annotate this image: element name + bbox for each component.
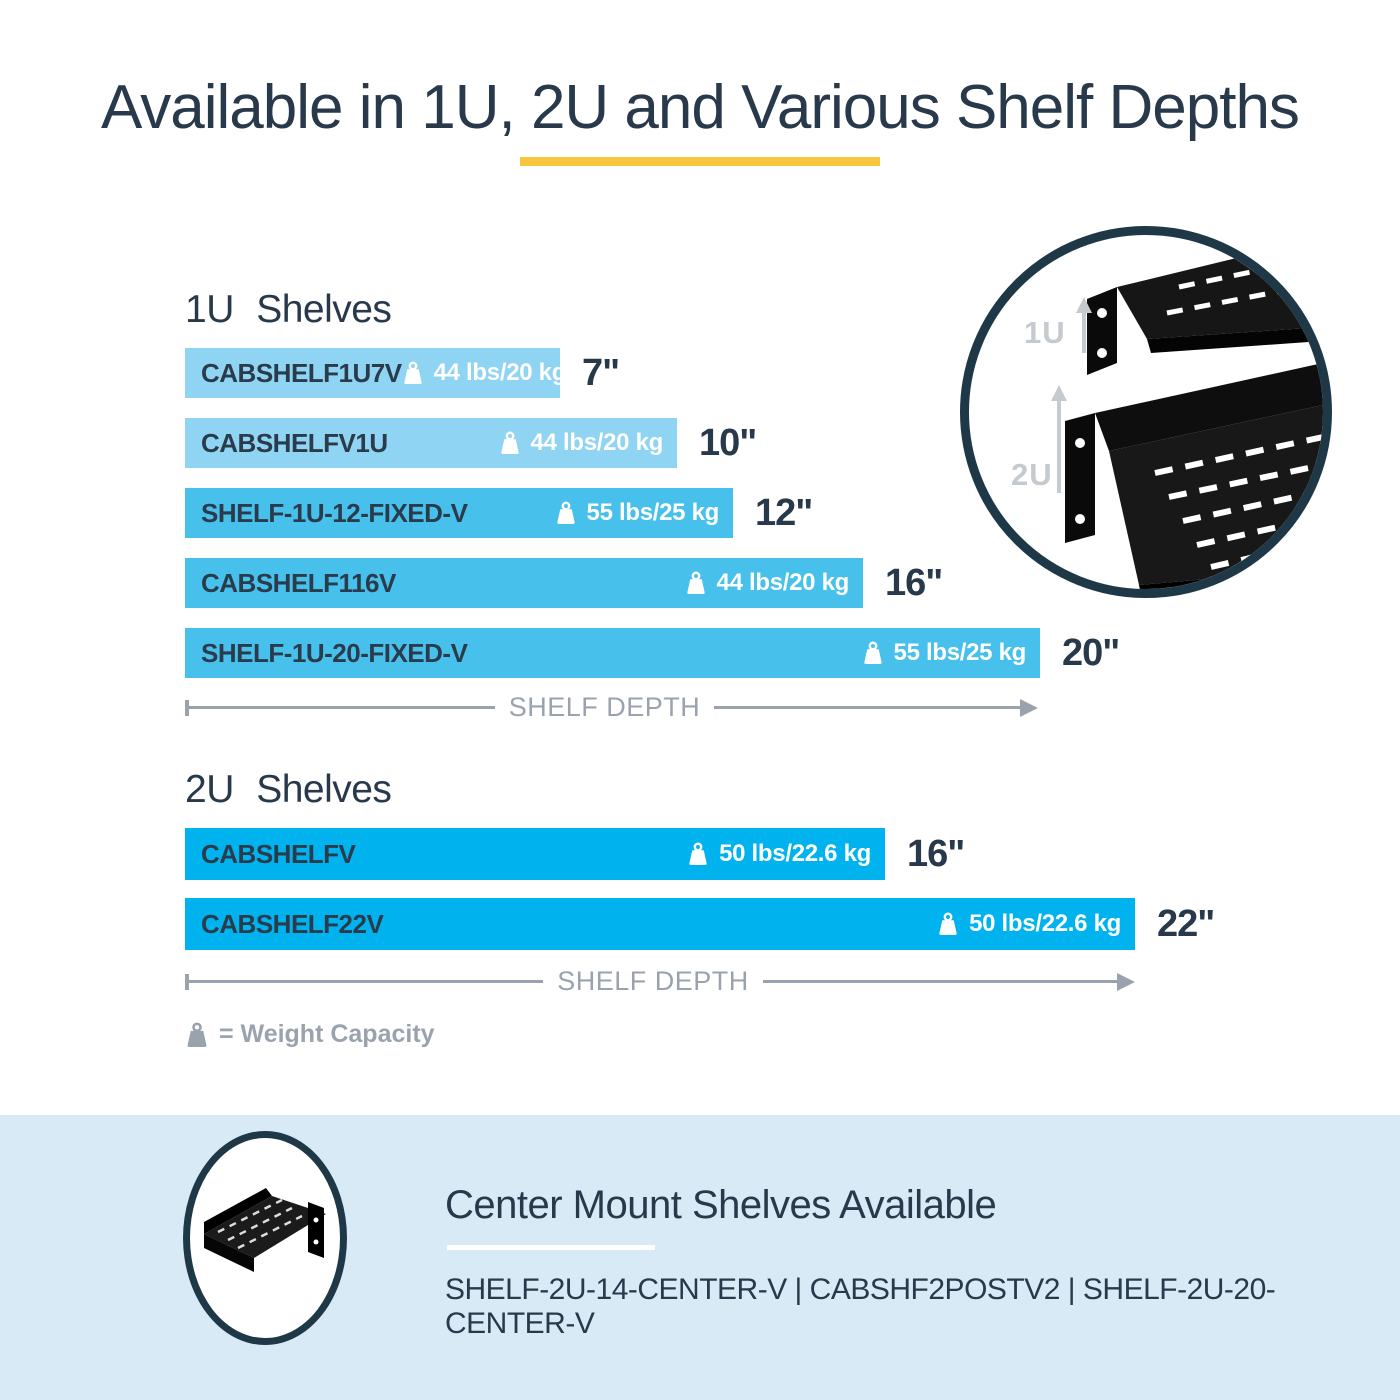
capacity-group xyxy=(402,359,566,387)
depth-label: 16" xyxy=(885,561,943,604)
shelf-bar xyxy=(185,418,677,468)
capacity-label: 44 lbs/20 kg xyxy=(530,429,663,456)
product-id: CABSHELFV1U xyxy=(201,427,388,458)
footer-model-numbers: SHELF-2U-14-CENTER-V | CABSHF2POSTV2 | SHELF-2U-20-CENTER-V xyxy=(445,1273,1276,1340)
section-heading-2u: 2U Shelves xyxy=(185,768,392,811)
shelf-depth-axis-2u xyxy=(185,966,1135,997)
axis-line xyxy=(189,980,543,983)
shelf-bar xyxy=(185,898,1135,950)
legend-label: = Weight Capacity xyxy=(219,1020,435,1048)
weight-icon xyxy=(499,430,521,456)
weight-icon xyxy=(937,911,959,937)
weight-icon xyxy=(185,1021,209,1049)
depth-label: 12" xyxy=(755,491,813,534)
capacity-group xyxy=(687,840,871,868)
product-id: SHELF-1U-12-FIXED-V xyxy=(201,497,468,528)
weight-icon xyxy=(402,360,424,386)
weight-icon xyxy=(555,500,577,526)
axis-line xyxy=(763,980,1117,983)
shelf-bar xyxy=(185,348,567,398)
depth-label: 16" xyxy=(907,832,965,875)
rack-shelf-detail-inset xyxy=(960,226,1332,598)
footer-heading: Center Mount Shelves Available xyxy=(445,1183,997,1227)
shelf-bar-row xyxy=(185,828,964,880)
footer-heading-underline xyxy=(447,1245,655,1250)
shelf-depth-axis-1u xyxy=(185,692,1038,723)
title-block xyxy=(0,72,1400,166)
inset-2u-label: 2U xyxy=(1011,457,1053,492)
capacity-label: 50 lbs/22.6 kg xyxy=(969,910,1121,937)
capacity-group xyxy=(555,499,719,527)
axis-arrowhead-icon xyxy=(1020,699,1038,717)
center-mount-shelf-inset xyxy=(183,1131,347,1345)
shelf-bar xyxy=(185,628,1040,678)
capacity-label: 44 lbs/20 kg xyxy=(716,569,849,596)
shelf-bar-row xyxy=(185,488,812,538)
axis-arrowhead-icon xyxy=(1117,973,1135,991)
shelf-bar xyxy=(185,558,863,608)
shelf-bar-row xyxy=(185,628,1119,678)
capacity-label: 44 lbs/20 kg xyxy=(433,359,567,386)
product-id: CABSHELF22V xyxy=(201,908,384,939)
footer-band xyxy=(0,1115,1400,1400)
shelf-bar xyxy=(185,488,733,538)
product-id: CABSHELF116V xyxy=(201,567,396,598)
capacity-label: 55 lbs/25 kg xyxy=(586,499,719,526)
axis-line xyxy=(714,706,1020,709)
capacity-group xyxy=(937,910,1121,938)
shelf-bar-row xyxy=(185,898,1214,950)
page-title: Available in 1U, 2U and Various Shelf Depths xyxy=(101,73,1299,142)
section-heading-1u: 1U Shelves xyxy=(185,288,392,331)
shelf-bar-row xyxy=(185,348,619,398)
title-accent-underline xyxy=(520,157,880,166)
shelf-bar-row xyxy=(185,558,942,608)
depth-label: 20" xyxy=(1062,631,1120,674)
capacity-label: 50 lbs/22.6 kg xyxy=(719,840,871,867)
axis-line xyxy=(189,706,495,709)
capacity-group xyxy=(685,569,849,597)
capacity-group xyxy=(499,429,663,457)
weight-icon xyxy=(687,841,709,867)
axis-label: SHELF DEPTH xyxy=(508,692,701,722)
capacity-group xyxy=(862,639,1026,667)
product-id: CABSHELFV xyxy=(201,838,356,869)
inset-1u-label: 1U xyxy=(1024,315,1066,350)
product-id: CABSHELF1U7V xyxy=(201,357,402,388)
capacity-label: 55 lbs/25 kg xyxy=(893,639,1026,666)
depth-label: 10" xyxy=(699,421,757,464)
depth-label: 7" xyxy=(582,351,620,394)
shelf-bar xyxy=(185,828,885,880)
axis-label: SHELF DEPTH xyxy=(557,966,749,996)
weight-icon xyxy=(862,640,884,666)
center-mount-shelf-photo xyxy=(190,1138,340,1338)
rack-shelves-photo xyxy=(969,235,1323,589)
product-id: SHELF-1U-20-FIXED-V xyxy=(201,637,468,668)
weight-capacity-legend xyxy=(185,1020,435,1049)
weight-icon xyxy=(685,570,707,596)
shelf-bar-row xyxy=(185,418,756,468)
depth-label: 22" xyxy=(1157,902,1215,945)
